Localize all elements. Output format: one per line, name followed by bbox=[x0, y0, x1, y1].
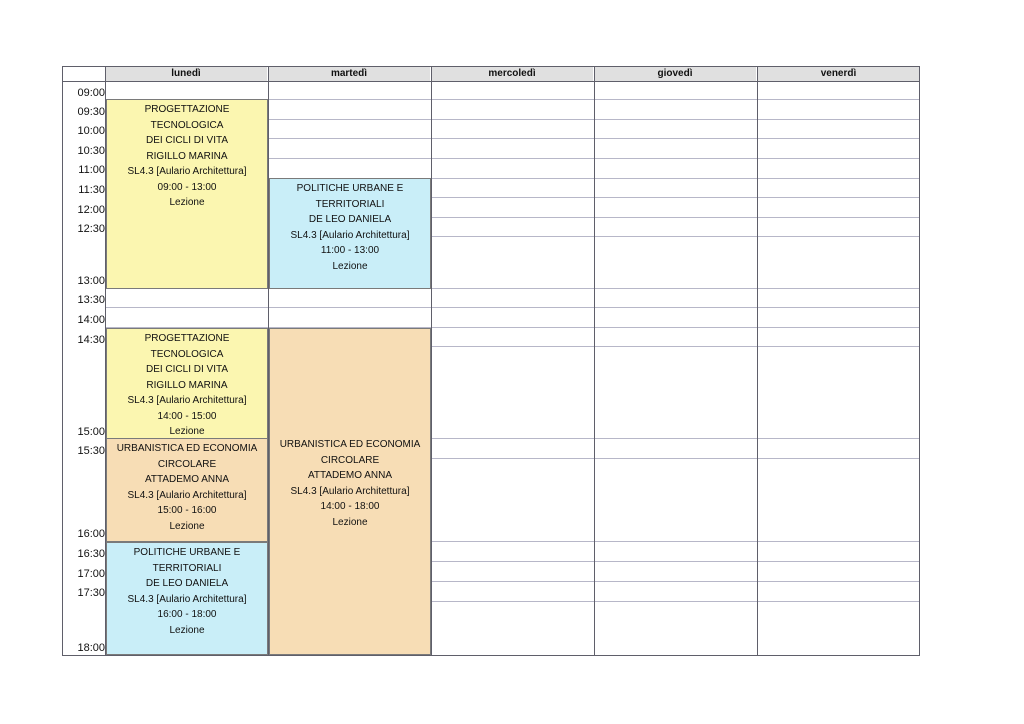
time-label: 16:00 bbox=[77, 528, 105, 540]
lesson-type: Lezione bbox=[332, 260, 368, 272]
time-label: 17:30 bbox=[77, 587, 105, 599]
lesson-block[interactable] bbox=[269, 328, 431, 655]
time-label: 11:30 bbox=[78, 184, 105, 196]
time-label: 14:30 bbox=[77, 334, 105, 346]
course-title: PROGETTAZIONE TECNOLOGICA bbox=[144, 104, 230, 131]
room: SL4.3 [Aulario Architettura] bbox=[127, 593, 247, 605]
course-title: DEI CICLI DI VITA bbox=[145, 364, 229, 375]
teacher-name: ATTADEMO ANNA bbox=[144, 474, 230, 485]
lesson-type: Lezione bbox=[169, 197, 205, 208]
day-header-thursday: giovedì bbox=[594, 66, 756, 81]
teacher-name: DE LEO DANIELA bbox=[145, 578, 229, 589]
time-label: 11:00 bbox=[78, 164, 105, 176]
course-title: DEI CICLI DI VITA bbox=[145, 135, 229, 146]
weekly-timetable bbox=[62, 66, 920, 655]
time-label: 14:00 bbox=[77, 314, 105, 326]
day-header-tuesday: martedì bbox=[268, 66, 430, 81]
course-title: URBANISTICA ED ECONOMIA bbox=[116, 443, 258, 454]
teacher-name: ATTADEMO ANNA bbox=[307, 470, 393, 481]
room: SL4.3 [Aulario Architettura] bbox=[127, 489, 247, 501]
lesson-type: Lezione bbox=[332, 516, 368, 528]
course-title: PROGETTAZIONE TECNOLOGICA bbox=[144, 333, 230, 360]
teacher-name: RIGILLO MARINA bbox=[146, 379, 228, 391]
course-title: TERRITORIALI bbox=[152, 562, 222, 574]
grid-row-line bbox=[62, 81, 920, 82]
grid-row-line bbox=[62, 655, 920, 656]
room: SL4.3 [Aulario Architettura] bbox=[290, 229, 410, 241]
grid-column-line bbox=[62, 66, 63, 655]
time-range: 16:00 - 18:00 bbox=[157, 609, 217, 620]
day-header-friday: venerdì bbox=[757, 66, 920, 81]
time-label: 13:30 bbox=[77, 294, 105, 306]
room: SL4.3 [Aulario Architettura] bbox=[127, 166, 247, 177]
time-label: 09:00 bbox=[77, 87, 105, 99]
time-range: 09:00 - 13:00 bbox=[157, 181, 217, 193]
lesson-block[interactable] bbox=[106, 99, 268, 289]
time-label: 12:30 bbox=[77, 223, 105, 235]
course-title: CIRCOLARE bbox=[157, 458, 217, 470]
lesson-block[interactable] bbox=[269, 178, 431, 289]
lesson-type: Lezione bbox=[169, 624, 205, 636]
course-title: POLITICHE URBANE E bbox=[133, 547, 241, 558]
course-title: URBANISTICA ED ECONOMIA bbox=[279, 439, 421, 450]
time-range: 14:00 - 15:00 bbox=[157, 410, 217, 422]
day-header-monday: lunedì bbox=[105, 66, 267, 81]
time-range: 11:00 - 13:00 bbox=[320, 245, 380, 256]
time-label: 15:00 bbox=[77, 426, 105, 438]
grid-row-line bbox=[105, 307, 920, 308]
lesson-block[interactable] bbox=[106, 438, 268, 542]
course-title: CIRCOLARE bbox=[320, 454, 380, 466]
lesson-type: Lezione bbox=[169, 520, 205, 532]
lesson-type: Lezione bbox=[169, 426, 205, 437]
room: SL4.3 [Aulario Architettura] bbox=[127, 395, 247, 406]
time-label: 10:30 bbox=[77, 145, 105, 157]
teacher-name: RIGILLO MARINA bbox=[146, 150, 228, 162]
grid-column-line bbox=[919, 66, 920, 655]
day-header-wednesday: mercoledì bbox=[431, 66, 593, 81]
grid-column-line bbox=[594, 66, 595, 655]
grid-row-line bbox=[62, 66, 920, 67]
time-label: 09:30 bbox=[77, 106, 105, 118]
course-title: POLITICHE URBANE E bbox=[296, 183, 404, 194]
lesson-block[interactable] bbox=[106, 542, 268, 655]
course-title: TERRITORIALI bbox=[315, 198, 385, 210]
grid-column-line bbox=[757, 66, 758, 655]
time-label: 15:30 bbox=[77, 445, 105, 457]
lesson-block[interactable] bbox=[106, 328, 268, 439]
time-label: 17:00 bbox=[77, 568, 105, 580]
time-label: 16:30 bbox=[77, 548, 105, 560]
teacher-name: DE LEO DANIELA bbox=[308, 214, 392, 225]
time-label: 18:00 bbox=[77, 642, 105, 654]
grid-column-line bbox=[431, 66, 432, 655]
room: SL4.3 [Aulario Architettura] bbox=[290, 485, 410, 497]
time-label: 10:00 bbox=[77, 125, 105, 137]
time-label: 12:00 bbox=[77, 204, 105, 216]
time-label: 13:00 bbox=[77, 275, 105, 287]
time-range: 14:00 - 18:00 bbox=[320, 501, 380, 512]
time-range: 15:00 - 16:00 bbox=[157, 505, 217, 516]
